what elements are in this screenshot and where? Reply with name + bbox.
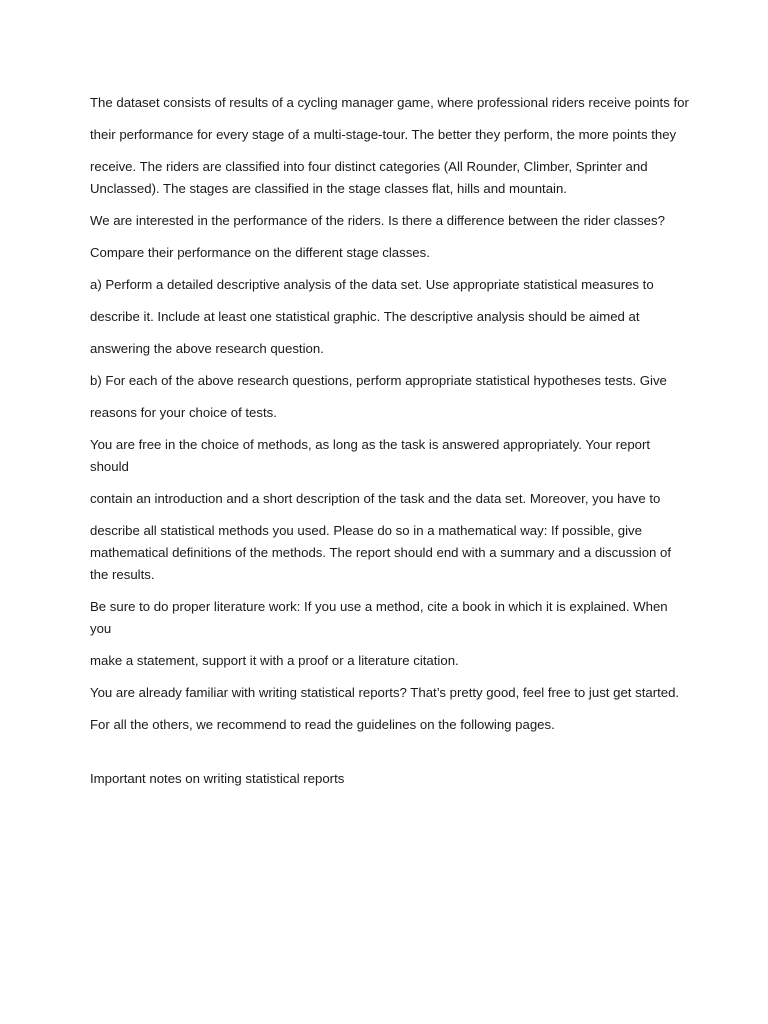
paragraph-9: b) For each of the above research questions, perform appropriate statistical hypotheses tests. Give [90,373,667,388]
paragraph-1: The dataset consists of results of a cycling manager game, where professional riders receive points for [90,95,689,110]
paragraph-16: You are already familiar with writing statistical reports? That’s pretty good, feel free to just get started. [90,685,680,700]
paragraph-15: make a statement, support it with a proof or a literature citation. [90,653,459,668]
paragraph-10: reasons for your choice of tests. [90,405,277,420]
paragraph-17: For all the others, we recommend to read the guidelines on the following pages. [90,717,555,732]
paragraph-7: describe it. Include at least one statistical graphic. The descriptive analysis should be aimed at [90,309,640,324]
paragraph-4: We are interested in the performance of the riders. Is there a difference between the rider classes? [90,213,665,228]
section-heading: Important notes on writing statistical reports [90,771,345,786]
paragraph-8: answering the above research question. [90,341,324,356]
paragraph-13: describe all statistical methods you used. Please do so in a mathematical way: If possible, give mathematical definitions of the methods. The report should end with a summary and a discussion of the results. [90,523,672,582]
paragraph-14: Be sure to do proper literature work: If you use a method, cite a book in which it is explained. When you [90,599,668,636]
paragraph-6: a) Perform a detailed descriptive analysis of the data set. Use appropriate statistical measures to [90,277,654,292]
paragraph-2: their performance for every stage of a multi-stage-tour. The better they perform, the more points they [90,127,677,142]
document-body [90,92,690,800]
paragraph-12: contain an introduction and a short description of the task and the data set. Moreover, you have to [90,491,661,506]
paragraph-3: receive. The riders are classified into four distinct categories (All Rounder, Climber, Sprinter and Unclassed). The stages are classified in the stage classes flat, hills and mountain. [90,159,648,196]
paragraph-11: You are free in the choice of methods, as long as the task is answered appropriately. Your report should [90,437,651,474]
paragraph-5: Compare their performance on the different stage classes. [90,245,430,260]
